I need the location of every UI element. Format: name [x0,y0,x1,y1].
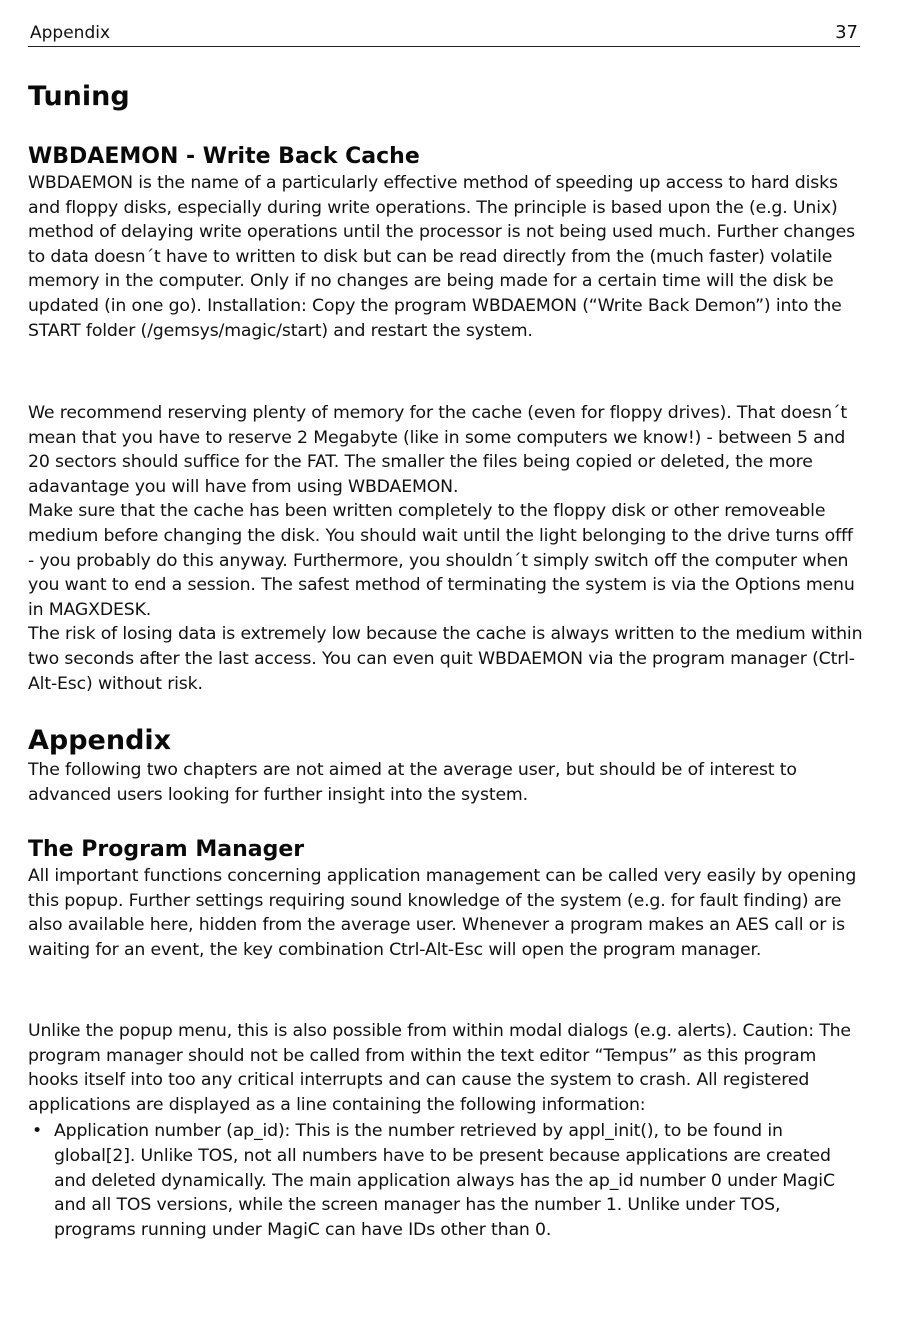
tuning-heading: Tuning [28,81,130,112]
info-list [28,1119,864,1242]
list-item [28,1119,864,1242]
wbdaemon-paragraph-2: We recommend reserving plenty of memory for the cache (even for floppy drives). That doesn´t mean that you have to reserve 2 Megabyte (like in some computers we know!) - between 5 and 20 sectors should suffice for the FAT. The smaller the files being copied or deleted, the more adavantage you will have from using WBDAEMON. [28,403,847,497]
appendix-section [28,724,864,807]
program-manager-heading: The Program Manager [28,837,305,862]
appendix-heading: Appendix [28,725,172,756]
list-item-text: Application number (ap_id): This is the number retrieved by appl_init(), to be found in global[2]. Unlike TOS, not all numbers have to be present because applications are created and deleted dynamically. The main application always has the ap_id number 0 under MagiC and all TOS versions, while the screen manager has the number 1. Unlike under TOS, programs running under MagiC can have IDs other than 0. [54,1121,835,1240]
page-number: 37 [835,22,858,43]
bullet-icon: • [32,1121,43,1142]
tuning-section [28,80,864,114]
program-manager-paragraph-1: All important functions concerning application management can be called very easily by opening this popup. Further settings requiring sound knowledge of the system (e.g. for fault finding) are also available here, hidden from the average user. Whenever a program makes an AES call or is waiting for an event, the key combination Ctrl-Alt-Esc will open the program manager. [28,866,857,960]
wbdaemon-recommendations [28,401,864,696]
wbdaemon-section [28,143,864,343]
wbdaemon-paragraph-3: Make sure that the cache has been written completely to the floppy disk or other removeable medium before changing the disk. You should wait until the light belonging to the drive turns offf - you probably do this anyway. Furthermore, you shouldn´t simply switch off the computer when you want to end a session. The safest method of terminating the system is via the Options menu in MAGXDESK. [28,501,855,620]
wbdaemon-paragraph-4: The risk of losing data is extremely low because the cache is always written to the medium within two seconds after the last access. You can even quit WBDAEMON via the program manager (Ctrl-Alt-Esc) without risk. [28,624,863,694]
wbdaemon-heading: WBDAEMON - Write Back Cache [28,144,420,169]
program-manager-details [28,1019,864,1242]
running-header [28,20,860,47]
appendix-intro: The following two chapters are not aimed at the average user, but should be of interest to advanced users looking for further insight into the system. [28,760,797,805]
program-manager-section [28,836,864,962]
header-section-title: Appendix [30,23,111,43]
wbdaemon-paragraph-1: WBDAEMON is the name of a particularly effective method of speeding up access to hard disks and floppy disks, especially during write operations. The principle is based upon the (e.g. Unix) method of delaying write operations until the processor is not being used much. Further changes to data doesn´t have to written to disk but can be read directly from the (much faster) volatile memory in the computer. Only if no changes are being made for a certain time will the disk be updated (in one go). Installation: Copy the program WBDAEMON (“Write Back Demon”) into the START folder (/gemsys/magic/start) and restart the system. [28,173,855,341]
program-manager-paragraph-2: Unlike the popup menu, this is also possible from within modal dialogs (e.g. alerts). Caution: The program manager should not be called from within the text editor “Tempus” as this program hooks itself into too any critical interrupts and can cause the system to crash. All registered applications are displayed as a line containing the following information: [28,1021,851,1115]
